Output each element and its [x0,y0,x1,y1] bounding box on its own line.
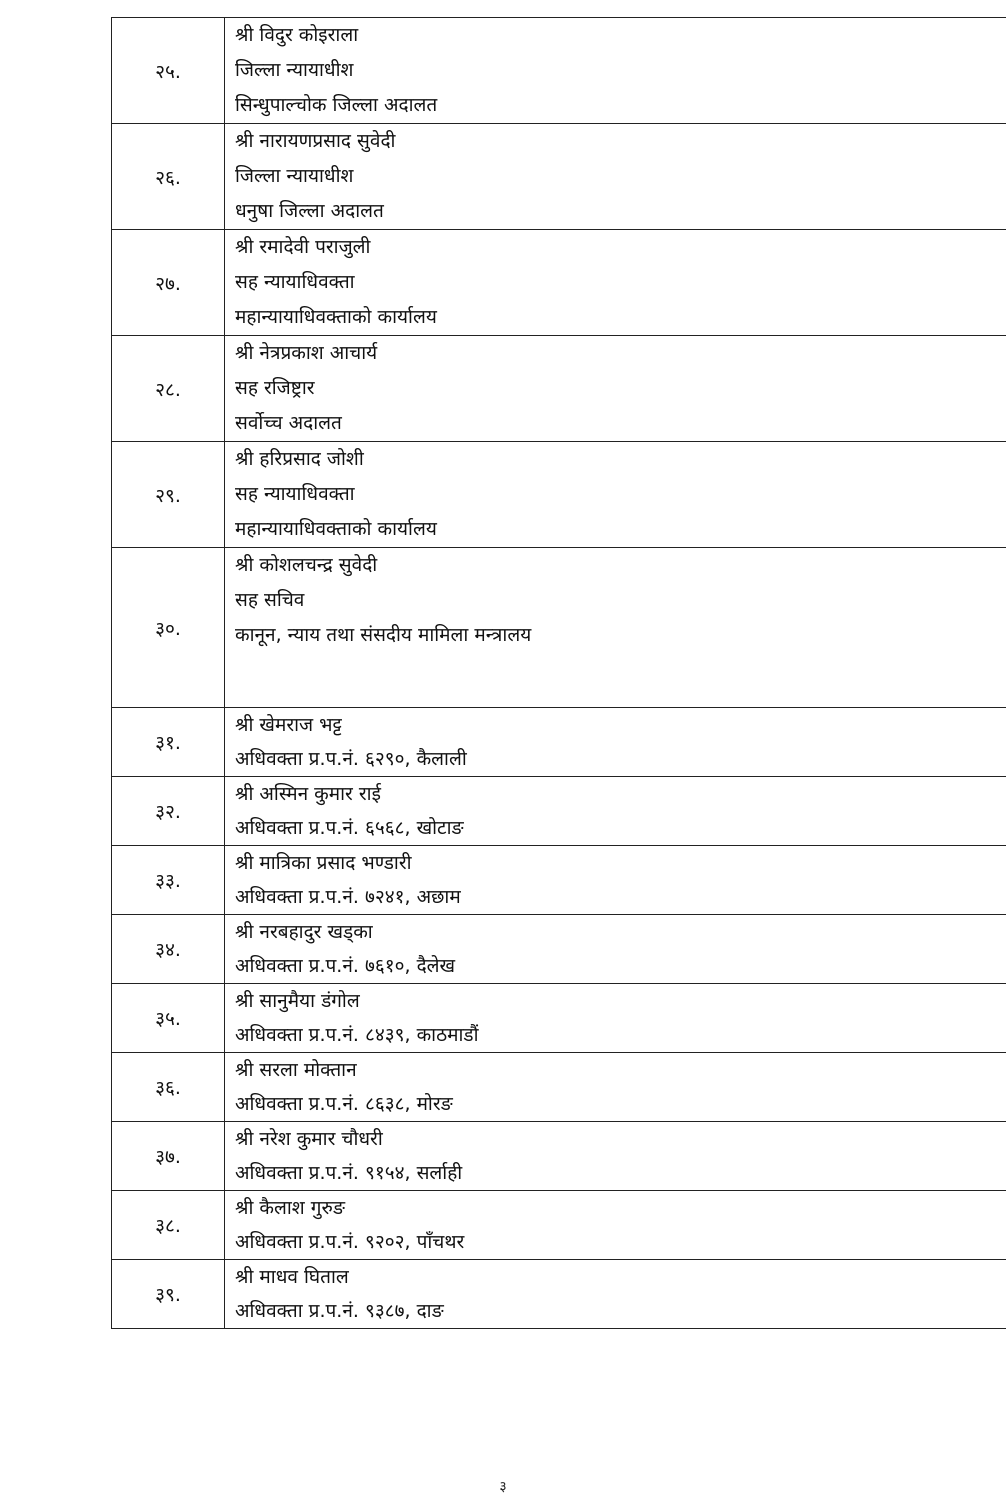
entry-details [225,1053,1006,1122]
page-number: ३ [499,1479,507,1495]
entry-office: सिन्धुपाल्चोक जिल्ला अदालत [235,94,438,116]
entry-details [225,1122,1006,1191]
table-row [112,124,1006,230]
entry-name: श्री नरेश कुमार चौधरी [235,1128,383,1150]
entry-details [225,336,1006,442]
table-row [112,18,1006,124]
serial-number: ३६. [112,1053,225,1122]
entry-license: अधिवक्ता प्र.प.नं. ७२४१, अछाम [235,886,461,908]
entry-license: अधिवक्ता प्र.प.नं. ६५६८, खोटाङ [235,817,464,839]
serial-number: ३२. [112,777,225,846]
entry-designation: जिल्ला न्यायाधीश [235,165,354,187]
entry-name: श्री रमादेवी पराजुली [235,236,371,258]
entry-license: अधिवक्ता प्र.प.नं. ९३८७, दाङ [235,1300,444,1322]
entry-office: कानून, न्याय तथा संसदीय मामिला मन्त्रालय [235,624,532,646]
serial-number: २७. [112,230,225,336]
entry-details [225,708,1006,777]
table-row [112,708,1006,777]
blank-space [235,653,1006,707]
entry-name: श्री नरबहादुर खड्का [235,921,373,943]
table-row [112,548,1006,708]
serial-number: ३७. [112,1122,225,1191]
entry-office: महान्यायाधिवक्ताको कार्यालय [235,518,437,540]
entry-office: धनुषा जिल्ला अदालत [235,200,384,222]
table-row [112,442,1006,548]
entry-license: अधिवक्ता प्र.प.नं. ७६१०, दैलेख [235,955,456,977]
serial-number: २८. [112,336,225,442]
entry-designation: सह न्यायाधिवक्ता [235,483,355,505]
serial-number: ३४. [112,915,225,984]
table-row [112,777,1006,846]
entry-details [225,124,1006,230]
table-row [112,230,1006,336]
entry-name: श्री सरला मोक्तान [235,1059,357,1081]
entry-name: श्री हरिप्रसाद जोशी [235,448,364,470]
serial-number: ३१. [112,708,225,777]
entry-details [225,442,1006,548]
entry-designation: सह सचिव [235,589,305,611]
entry-name: श्री माधव घिताल [235,1266,349,1288]
entry-name: श्री नेत्रप्रकाश आचार्य [235,342,378,364]
table-row [112,1053,1006,1122]
serial-number: ३९. [112,1260,225,1329]
entry-designation: सह न्यायाधिवक्ता [235,271,355,293]
entry-name: श्री सानुमैया डंगोल [235,990,360,1012]
entry-details [225,846,1006,915]
serial-number: ३०. [112,548,225,708]
entry-license: अधिवक्ता प्र.प.नं. ९१५४, सर्लाही [235,1162,463,1184]
entry-name: श्री विदुर कोइराला [235,24,359,46]
entry-license: अधिवक्ता प्र.प.नं. ९२०२, पाँचथर [235,1231,465,1253]
entry-details [225,984,1006,1053]
entry-details [225,777,1006,846]
entry-designation: जिल्ला न्यायाधीश [235,59,354,81]
entry-license: अधिवक्ता प्र.प.नं. ६२९०, कैलाली [235,748,467,770]
entry-name: श्री खेमराज भट्ट [235,714,342,736]
entry-details [225,1191,1006,1260]
entry-name: श्री नारायणप्रसाद सुवेदी [235,130,396,152]
entry-office: सर्वोच्च अदालत [235,412,342,434]
table-row [112,915,1006,984]
entry-office: महान्यायाधिवक्ताको कार्यालय [235,306,437,328]
entry-details [225,1260,1006,1329]
table-row [112,984,1006,1053]
entry-license: अधिवक्ता प्र.प.नं. ८६३८, मोरङ [235,1093,453,1115]
entry-details [225,230,1006,336]
entry-license: अधिवक्ता प्र.प.नं. ८४३९, काठमाडौं [235,1024,479,1046]
serial-number: २९. [112,442,225,548]
entry-details [225,548,1006,708]
entry-name: श्री अस्मिन कुमार राई [235,783,381,805]
table-row [112,336,1006,442]
table-row [112,846,1006,915]
entry-details [225,18,1006,124]
table-row [112,1191,1006,1260]
serial-number: २५. [112,18,225,124]
serial-number: ३८. [112,1191,225,1260]
serial-number: २६. [112,124,225,230]
entry-designation: सह रजिष्ट्रार [235,377,315,399]
serial-number: ३५. [112,984,225,1053]
table-row [112,1122,1006,1191]
officials-table [111,17,1006,1329]
entry-name: श्री कैलाश गुरुङ [235,1197,345,1219]
entry-details [225,915,1006,984]
entry-name: श्री कोशलचन्द्र सुवेदी [235,554,378,576]
serial-number: ३३. [112,846,225,915]
table-row [112,1260,1006,1329]
entry-name: श्री मात्रिका प्रसाद भण्डारी [235,852,412,874]
